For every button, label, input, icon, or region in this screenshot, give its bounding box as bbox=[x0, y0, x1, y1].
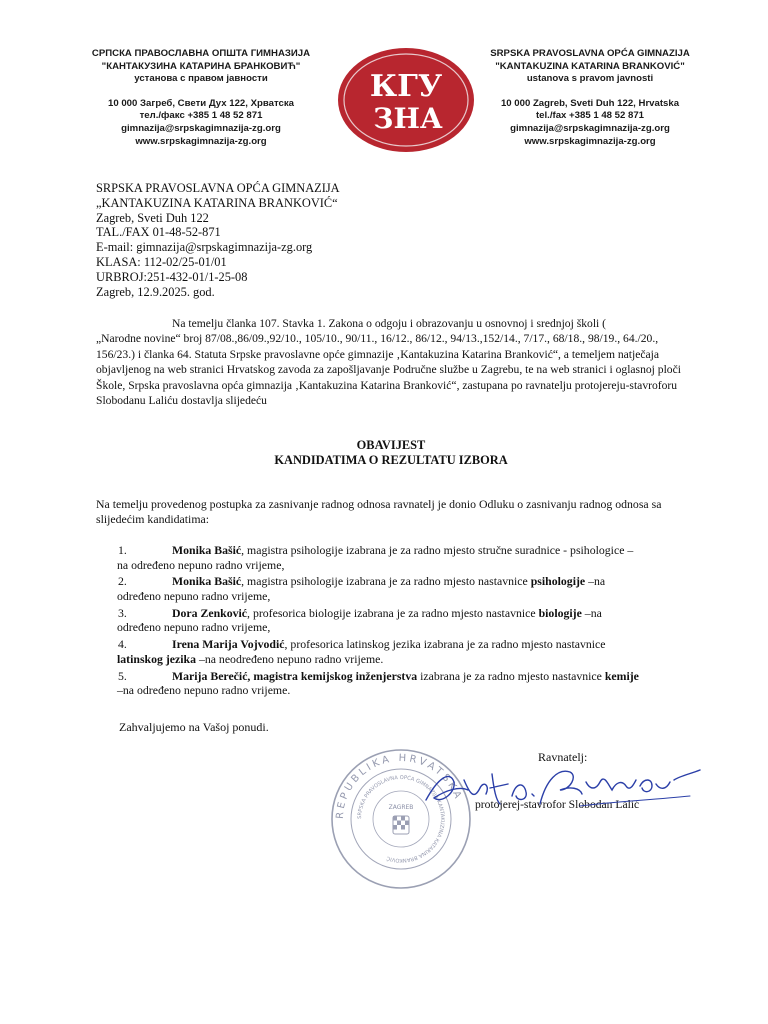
handwritten-signature bbox=[420, 760, 705, 815]
stamp-city: ZAGREB bbox=[388, 804, 414, 811]
coat-of-arms-icon bbox=[393, 816, 409, 834]
intro-rest: „Narodne novine“ broj 87/08.,86/09.,92/10., 105/10., 90/11., 16/12., 86/12., 94/13.,152/14., 7/17., 68/18., 98/19., 64./20., 156/23.) i članka 64. Statuta Srpske pravoslavne opće gimnazije ‚Kantakuzina Katarina Branković“, a temeljem natječaja objavljenog na web stranici Hrvatskog zavoda za zapošljavanje Područne službe u Zagrebu, te na web stranici i oglasnoj ploči Škole, Srpska pravoslavna opća gimnazija ‚Kantakuzina Katarina Branković“, zastupana po ravnatelju protojereju-stavroforu Slobodanu Laliću dostavlja slijedeću bbox=[96, 332, 681, 408]
signatory-role: Ravnatelj: bbox=[538, 750, 588, 764]
candidate-terms: na određeno nepuno radno vrijeme, bbox=[117, 557, 285, 572]
school-status-cyrillic: установа с правом јавности bbox=[134, 73, 268, 85]
list-item bbox=[96, 637, 696, 666]
decision-paragraph: Na temelju provedenog postupka za zasnivanje radnog odnosa ravnatelj je donio Odluku o zasnivanju radnog odnosa sa slijedećim kandidatima: bbox=[96, 497, 662, 527]
candidate-desc: , profesorica latinskog jezika izabrana je za radno mjesto nastavnice bbox=[284, 637, 606, 652]
list-item bbox=[96, 669, 696, 698]
signatory-name: protojerej-stavrofor Slobodan Lalić bbox=[475, 798, 640, 811]
logo-text-line1: КГУ bbox=[369, 69, 443, 104]
candidate-terms: određeno nepuno radno vrijeme, bbox=[117, 588, 271, 603]
stamp-outer-text: REPUBLIKA HRVATSKA bbox=[334, 752, 464, 820]
logo-text-line2: ЗНА bbox=[373, 102, 443, 135]
sender-line: SRPSKA PRAVOSLAVNA OPĆA GIMNAZIJA bbox=[96, 181, 340, 195]
address-latin: 10 000 Zagreb, Sveti Duh 122, Hrvatska bbox=[500, 97, 680, 109]
item-number: 1. bbox=[118, 543, 127, 557]
candidate-terms: određeno nepuno radno vrijeme, bbox=[117, 620, 271, 635]
candidate-desc: izabrana je za radno mjesto nastavnice bbox=[417, 668, 605, 683]
candidate-subject: psihologije bbox=[530, 574, 586, 589]
stamp-inner-text: SRPSKA PRAVOSLAVNA OPĆA GIMNAZIJA KANTAKUZINA KATARINA BRANKOVIĆ bbox=[356, 774, 446, 864]
item-number: 4. bbox=[118, 637, 127, 652]
sender-line: TAL./FAX 01-48-52-871 bbox=[96, 225, 221, 240]
phone-cyrillic: тел./факс +385 1 48 52 871 bbox=[139, 110, 263, 122]
sender-block bbox=[96, 181, 340, 299]
candidate-name: Irena Marija Vojvodić bbox=[172, 637, 285, 652]
candidate-desc: , magistra psihologije izabrana je za radno mjesto stručne suradnice - psihologice – bbox=[241, 543, 634, 557]
sender-line: „KANTAKUZINA KATARINA BRANKOVIĆ“ bbox=[96, 195, 338, 210]
intro-first-line: Na temelju članka 107. Stavka 1. Zakona o odgoju i obrazovanju u osnovnoj i srednjoj školi ( bbox=[172, 317, 607, 330]
closing-thanks: Zahvaljujemo na Vašoj ponudi. bbox=[119, 720, 269, 734]
candidate-terms: –na neodređeno nepuno radno vrijeme. bbox=[198, 651, 384, 666]
list-item bbox=[96, 574, 696, 603]
school-subtitle-cyrillic: "КАНТАКУЗИНА КАТАРИНА БРАНКОВИЋ" bbox=[101, 60, 301, 72]
candidate-name: Dora Zenković bbox=[172, 605, 248, 620]
school-name-cyrillic: СРПСКА ПРАВОСЛАВНА ОПШТА ГИМНАЗИЈА bbox=[91, 48, 311, 59]
sender-line: Zagreb, 12.9.2025. god. bbox=[96, 284, 215, 299]
email-latin: gimnazija@srpskagimnazija-zg.org bbox=[510, 122, 670, 134]
notice-title bbox=[96, 438, 686, 468]
candidate-desc: , magistra psihologije izabrana je za radno mjesto nastavnice bbox=[241, 574, 531, 589]
sender-line: E-mail: gimnazija@srpskagimnazija-zg.org bbox=[96, 240, 313, 255]
school-logo bbox=[336, 46, 476, 154]
sender-line: Zagreb, Sveti Duh 122 bbox=[96, 210, 209, 225]
web-cyrillic: www.srpskagimnazija-zg.org bbox=[135, 135, 267, 147]
web-latin: www.srpskagimnazija-zg.org bbox=[524, 135, 656, 147]
address-cyrillic: 10 000 Загреб, Свети Дух 122, Хрватска bbox=[107, 97, 294, 109]
school-status-latin: ustanova s pravom javnosti bbox=[526, 73, 654, 85]
sender-line: URBROJ:251-432-01/1-25-08 bbox=[96, 269, 248, 284]
notice-title-line1: OBAVIJEST bbox=[356, 438, 426, 452]
candidate-name: Marija Berečić, magistra kemijskog inženjerstva bbox=[172, 668, 418, 683]
candidate-subject: latinskog jezika bbox=[117, 651, 196, 666]
list-item bbox=[96, 543, 696, 572]
header-left-block bbox=[70, 48, 332, 148]
candidate-desc: , profesorica biologije izabrana je za radno mjesto nastavnice bbox=[247, 605, 539, 620]
header-right-block bbox=[456, 48, 724, 148]
candidate-terms: –na određeno nepuno radno vrijeme. bbox=[117, 683, 291, 698]
candidate-name: Monika Bašić bbox=[172, 574, 242, 589]
candidate-after: –na bbox=[585, 574, 606, 589]
notice-title-line2: KANDIDATIMA O REZULTATU IZBORA bbox=[274, 453, 508, 467]
school-name-latin: SRPSKA PRAVOSLAVNA OPĆA GIMNAZIJA bbox=[490, 48, 690, 59]
candidate-subject: biologije bbox=[538, 605, 582, 620]
phone-latin: tel./fax +385 1 48 52 871 bbox=[535, 110, 644, 122]
item-number: 2. bbox=[118, 574, 127, 589]
item-number: 5. bbox=[118, 668, 127, 683]
list-item bbox=[96, 606, 696, 635]
candidate-name: Monika Bašić bbox=[172, 543, 242, 557]
candidate-subject: kemije bbox=[604, 668, 639, 683]
email-cyrillic: gimnazija@srpskagimnazija-zg.org bbox=[121, 122, 281, 134]
intro-paragraph bbox=[96, 316, 686, 408]
school-subtitle-latin: "KANTAKUZINA KATARINA BRANKOVIĆ" bbox=[495, 60, 685, 72]
candidate-after: –na bbox=[581, 605, 602, 620]
candidates-list bbox=[96, 543, 696, 700]
sender-line: KLASA: 112-02/25-01/01 bbox=[96, 254, 227, 269]
item-number: 3. bbox=[118, 605, 127, 620]
